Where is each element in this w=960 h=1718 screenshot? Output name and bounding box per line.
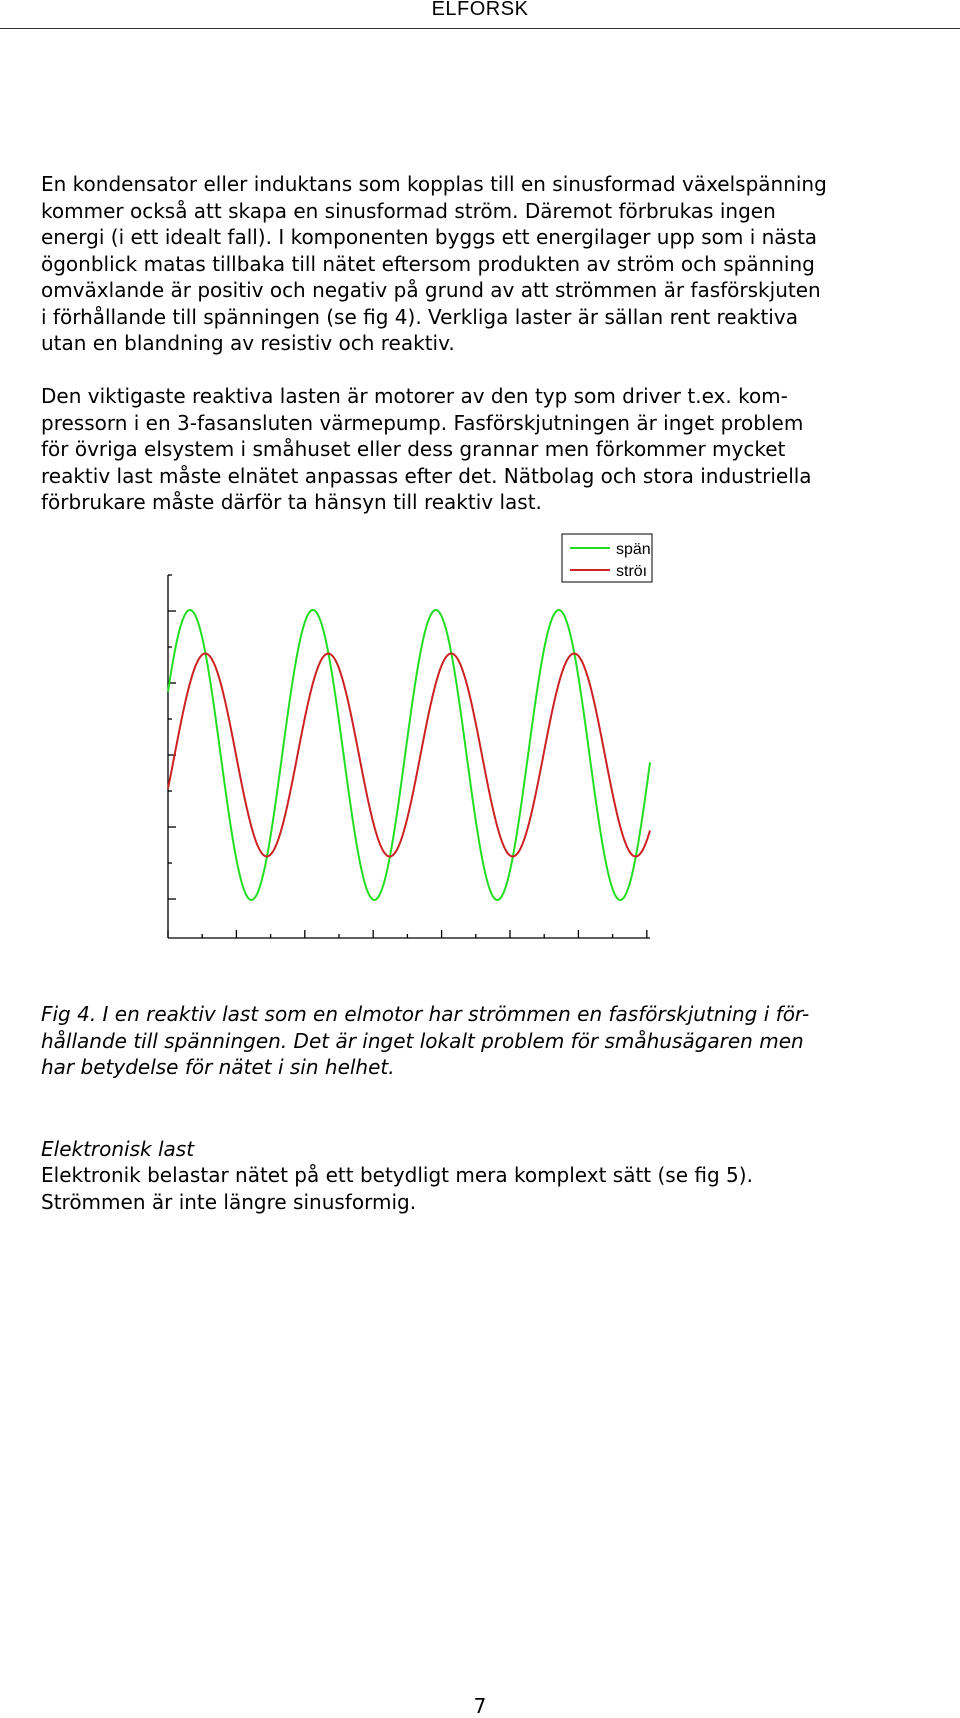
text-line: kommer också att skapa en sinusformad ström. Däremot förbrukas ingen (41, 198, 776, 223)
text-line: för övriga elsystem i småhuset eller dess grannar men förkommer mycket (41, 437, 786, 461)
text-line: omväxlande är positiv och negativ på grund av att strömmen är fasförskjuten (41, 278, 821, 302)
text-line: i förhållande till spänningen (se fig 4). Verkliga laster är sällan rent reaktiva (41, 304, 798, 329)
text-line: hållande till spänningen. Det är inget lokalt problem för småhusägaren men (41, 1028, 804, 1053)
section-heading: Elektronisk last (41, 1137, 195, 1161)
text-line: Fig 4. I en reaktiv last som en elmotor har strömmen en fasförskjutning i för- (41, 1002, 810, 1026)
text-line: förbrukare måste därför ta hänsyn till reaktiv last. (41, 490, 542, 514)
text-line: ögonblick matas tillbaka till nätet eftersom produkten av ström och spänning (41, 251, 815, 276)
paragraph-3 (41, 1162, 941, 1215)
x-axis-ticks (168, 930, 647, 938)
text-line: har betydelse för nätet i sin helhet. (41, 1055, 395, 1079)
legend-label-current: ströı (616, 563, 648, 580)
header-title: ELFORSK (431, 0, 529, 20)
text-line: Elektronik belastar nätet på ett betydligt mera komplext sätt (se fig 5). (41, 1163, 753, 1187)
series-line-voltage (168, 610, 650, 900)
text-line: Den viktigaste reaktiva lasten är motorer av den typ som driver t.ex. kom- (41, 384, 788, 408)
page-number: 7 (473, 1694, 487, 1718)
text-line: En kondensator eller induktans som kopplas till en sinusformad växelspänning (41, 172, 827, 196)
legend-label-voltage: spän (616, 541, 651, 558)
text-line: Strömmen är inte längre sinusformig. (41, 1189, 417, 1214)
text-line: pressorn i en 3-fasansluten värmepump. Fasförskjutningen är inget problem (41, 410, 804, 435)
chart-legend (562, 534, 652, 582)
series-line-current (168, 654, 650, 857)
text-line: energi (i ett idealt fall). I komponenten byggs ett energilager upp som i nästa (41, 225, 818, 249)
y-axis-ticks (168, 575, 176, 899)
text-line: reaktiv last måste elnätet anpassas efter det. Nätbolag och stora industriella (41, 463, 812, 488)
text-line: utan en blandning av resistiv och reaktiv. (41, 331, 455, 355)
figure-caption (41, 1001, 941, 1081)
